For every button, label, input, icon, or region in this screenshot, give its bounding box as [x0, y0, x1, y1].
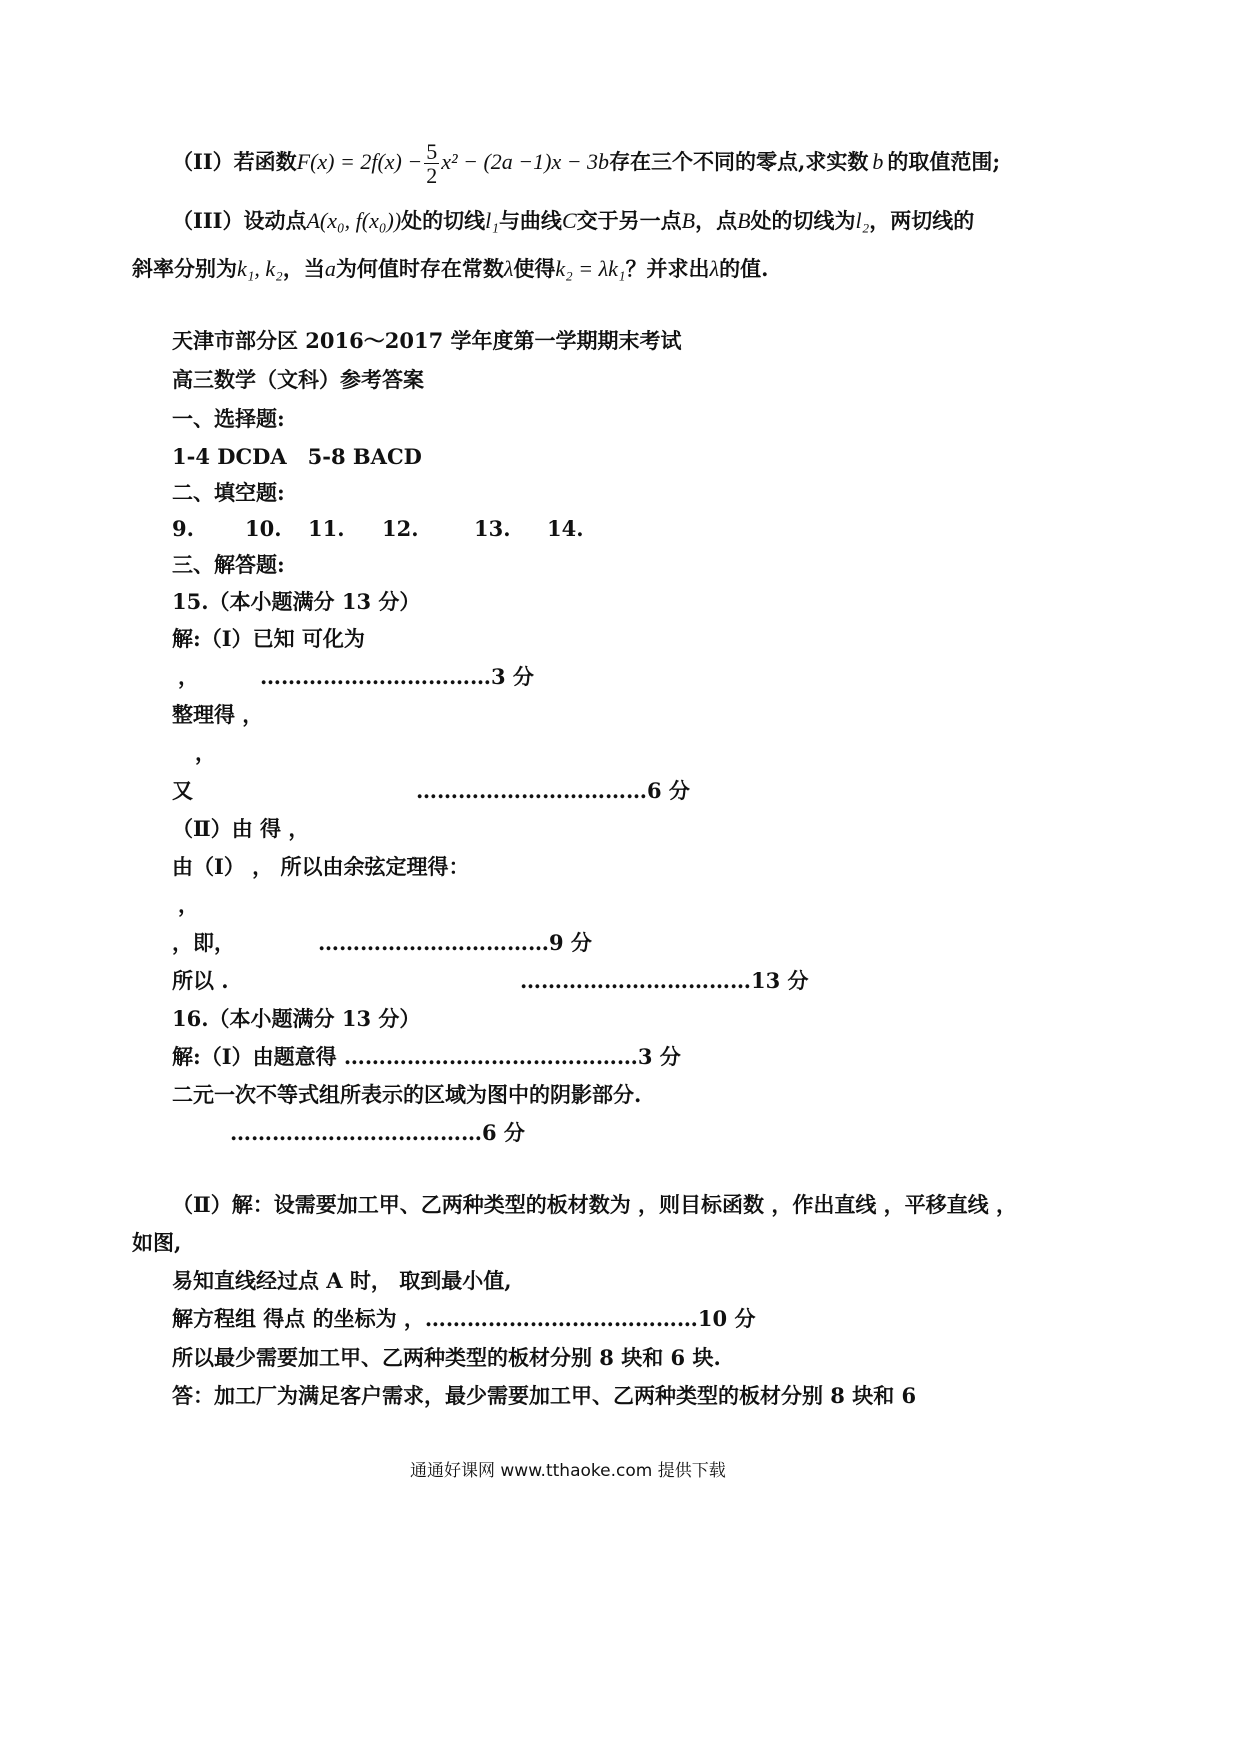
fill-item-13: 13. — [474, 516, 511, 541]
fraction-five-halves: $\frac{5}{2}$ — [426, 139, 438, 189]
var-a: a — [324, 256, 336, 281]
q15-line5: 又 — [172, 778, 193, 803]
point-A: A(x₀, f(x₀)) — [306, 208, 402, 233]
problem-part3-line1 — [172, 210, 974, 232]
q16-line9: 答：加工厂为满足客户需求，最少需要加工甲、乙两种类型的板材分别 8 块和 6 — [172, 1383, 917, 1408]
part3-text-b: 处的切线 — [401, 208, 486, 233]
curve-C: C — [561, 208, 577, 233]
q16-line8: 所以最少需要加工甲、乙两种类型的板材分别 8 块和 6 块. — [172, 1345, 721, 1370]
fill-item-12: 12. — [382, 516, 419, 541]
q16-line2: 二元一次不等式组所表示的区域为图中的阴影部分. — [172, 1082, 642, 1107]
part3-text-l: ？并求出 — [625, 256, 710, 281]
q16-score-6: ………………………………6 分 — [230, 1120, 525, 1145]
q16-line6: 易知直线经过点 A 时， 取到最小值, — [172, 1268, 512, 1293]
fill-item-9: 9. — [172, 516, 194, 541]
part3-text-e: ，点 — [695, 208, 738, 233]
lambda: λ — [503, 256, 514, 281]
answers-title: 天津市部分区 2016～2017 学年度第一学期期末考试 — [172, 328, 682, 353]
q16-line7: 解方程组 得点 的坐标为 ，…………………………………10 分 — [172, 1306, 756, 1331]
choice-answers: 1-4 DCDA 5-8 BACD — [172, 444, 422, 469]
q15-line10: 所以 . — [172, 968, 229, 993]
q15-line6: （Ⅱ）由 得 ， — [172, 816, 310, 841]
fill-item-11: 11. — [308, 516, 345, 541]
part3-text-g: ，两切线的 — [869, 208, 975, 233]
part3-text-k: 使得 — [513, 256, 556, 281]
page-footer: 通通好课网 www.tthaoke.com 提供下载 — [410, 1461, 726, 1481]
part2-label: （II）若函数 — [172, 149, 297, 175]
slopes-k1-k2: k₁, k₂ — [237, 256, 283, 281]
part3-text-d: 交于另一点 — [576, 208, 682, 233]
part3-text-a: （III）设动点 — [172, 208, 307, 233]
q15-score-3: ……………………………3 分 — [260, 664, 534, 689]
part3-text-i: ，当 — [282, 256, 325, 281]
q15-line2-comma: ， — [178, 664, 199, 689]
q15-score-13: ……………………………13 分 — [520, 968, 809, 993]
q16-line1: 解:（I）由题意得 ……………………………………3 分 — [172, 1044, 681, 1069]
fill-item-14: 14. — [547, 516, 584, 541]
q16-heading: 16.（本小题满分 13 分） — [172, 1006, 421, 1031]
point-B-2: B — [737, 208, 751, 233]
section-solve-heading: 三、解答题: — [172, 552, 285, 577]
problem-part3-line2 — [132, 258, 768, 280]
answers-subtitle: 高三数学（文科）参考答案 — [172, 367, 424, 392]
section-fill-heading: 二、填空题: — [172, 480, 285, 505]
line-l2: l₂ — [855, 208, 870, 233]
part3-text-m: 的值. — [719, 256, 769, 281]
q15-heading: 15.（本小题满分 13 分） — [172, 589, 421, 614]
part2-mid: 存在三个不同的零点,求实数 — [609, 149, 869, 175]
q16-line4: （Ⅱ）解：设需要加工甲、乙两种类型的板材数为 ，则目标函数 ，作出直线 ，平移直线 ， — [172, 1192, 1017, 1217]
function-F-rhs: x² − (2a −1)x − 3b — [441, 149, 610, 175]
equation-k2: k₂ = λk₁ — [555, 256, 626, 281]
q15-line3: 整理得 ， — [172, 702, 264, 727]
function-F-lhs: F(x) = 2f(x) − — [296, 149, 423, 175]
q15-line9: ，即， — [172, 930, 235, 955]
part3-text-f: 处的切线为 — [750, 208, 856, 233]
q15-line1: 解:（Ⅰ）已知 可化为 — [172, 626, 365, 651]
q16-line5: 如图, — [132, 1230, 182, 1255]
part3-text-c: 与曲线 — [498, 208, 562, 233]
q15-score-9: ……………………………9 分 — [318, 930, 592, 955]
lambda-2: λ — [709, 256, 720, 281]
point-B: B — [681, 208, 696, 233]
q15-score-6: ……………………………6 分 — [416, 778, 690, 803]
line-l1: l₁ — [485, 208, 499, 233]
part3-text-j: 为何值时存在常数 — [335, 256, 504, 281]
var-b: b — [872, 149, 884, 175]
section-choice-heading: 一、选择题: — [172, 406, 285, 431]
problem-part2-line — [172, 140, 1000, 187]
part3-text-h: 斜率分别为 — [132, 256, 237, 281]
fill-item-10: 10. — [245, 516, 282, 541]
q15-line7: 由（Ⅰ） ， 所以由余弦定理得： — [172, 854, 470, 879]
q15-line8: ， — [178, 892, 199, 917]
q15-line4: ， — [195, 740, 216, 765]
part2-tail: 的取值范围; — [887, 149, 1001, 175]
